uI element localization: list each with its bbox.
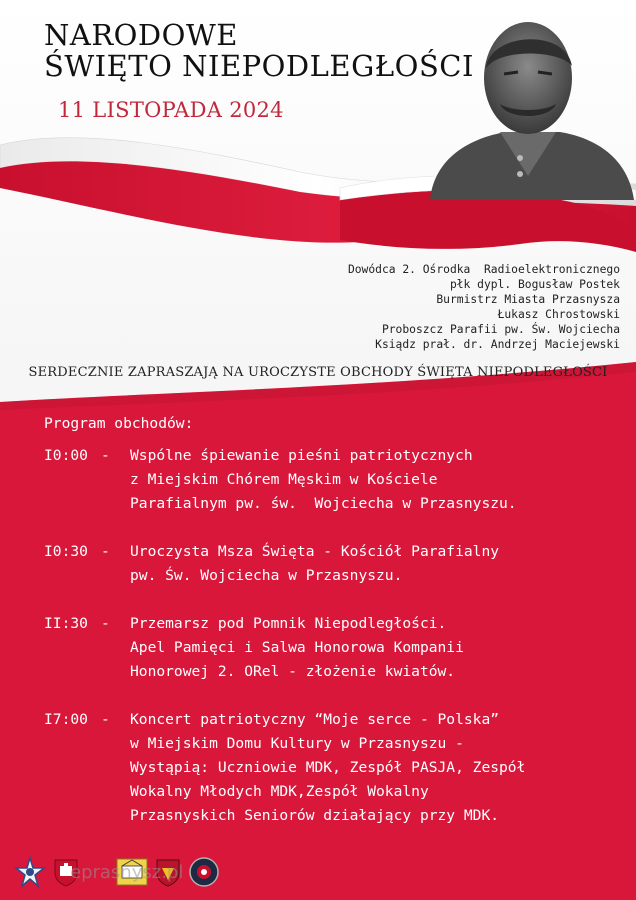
host-line: Łukasz Chrostowski	[497, 308, 620, 321]
invitation-text: SERDECZNIE ZAPRASZAJĄ NA UROCZYSTE OBCHODY ŚWIĘTA NIEPODLEGŁOŚCI	[28, 365, 608, 380]
program-heading: Program obchodów:	[44, 415, 194, 432]
dash-separator: -	[101, 711, 110, 728]
host-line: płk dypl. Bogusław Postek	[449, 278, 620, 291]
program-time: I0:00	[44, 447, 88, 464]
program-line: z Miejskim Chórem Męskim w Kościele	[130, 471, 438, 488]
program-line: Wokalny Młodych MDK,Zespół Wokalny	[130, 783, 429, 800]
program-time: I0:30	[44, 543, 88, 560]
host-line: Dowódca 2. Ośrodka Radioelektronicznego	[347, 263, 620, 276]
military-unit-logo	[14, 856, 46, 888]
host-line: Burmistrz Miasta Przasnysza	[436, 293, 620, 306]
dash-separator: -	[101, 543, 110, 560]
host-line: Ksiądz prał. dr. Andrzej Maciejewski	[375, 338, 620, 351]
watermark-text: eprasnysz.pl	[70, 862, 184, 883]
program-line: Parafialnym pw. św. Wojciecha w Przasnyszu.	[130, 495, 517, 512]
program-time: II:30	[44, 615, 88, 632]
event-date: 11 LISTOPADA 2024	[58, 98, 284, 122]
host-line: Proboszcz Parafii pw. Św. Wojciecha	[381, 323, 620, 336]
dash-separator: -	[101, 447, 110, 464]
program-item	[44, 540, 624, 588]
program-line: Uroczysta Msza Święta - Kościół Parafialny	[130, 543, 500, 560]
program-time: I7:00	[44, 711, 88, 728]
program-section	[44, 412, 624, 852]
program-line: Wspólne śpiewanie pieśni patriotycznych	[130, 447, 473, 464]
program-line: Apel Pamięci i Salwa Honorowa Kompanii	[130, 639, 464, 656]
program-line: Honorowej 2. ORel - złożenie kwiatów.	[130, 663, 456, 680]
event-title	[44, 20, 474, 82]
program-line: pw. Św. Wojciecha w Przasnyszu.	[130, 567, 403, 584]
program-line: Wystąpią: Uczniowie MDK, Zespół PASJA, Zespół	[130, 759, 526, 776]
hosts-block	[348, 262, 620, 352]
program-line: Przasnyskich Seniorów działający przy MDK.	[130, 807, 500, 824]
program-item	[44, 612, 624, 684]
title-line-1: NARODOWE	[44, 18, 238, 52]
program-line: w Miejskim Domu Kultury w Przasnyszu -	[130, 735, 464, 752]
program-line: Przemarsz pod Pomnik Niepodległości.	[130, 615, 447, 632]
dash-separator: -	[101, 615, 110, 632]
radio-unit-logo	[188, 856, 220, 888]
title-line-2: ŚWIĘTO NIEPODLEGŁOŚCI	[44, 49, 474, 83]
program-item	[44, 708, 624, 828]
program-line: Koncert patriotyczny “Moje serce - Polska”	[130, 711, 500, 728]
program-item	[44, 444, 624, 516]
